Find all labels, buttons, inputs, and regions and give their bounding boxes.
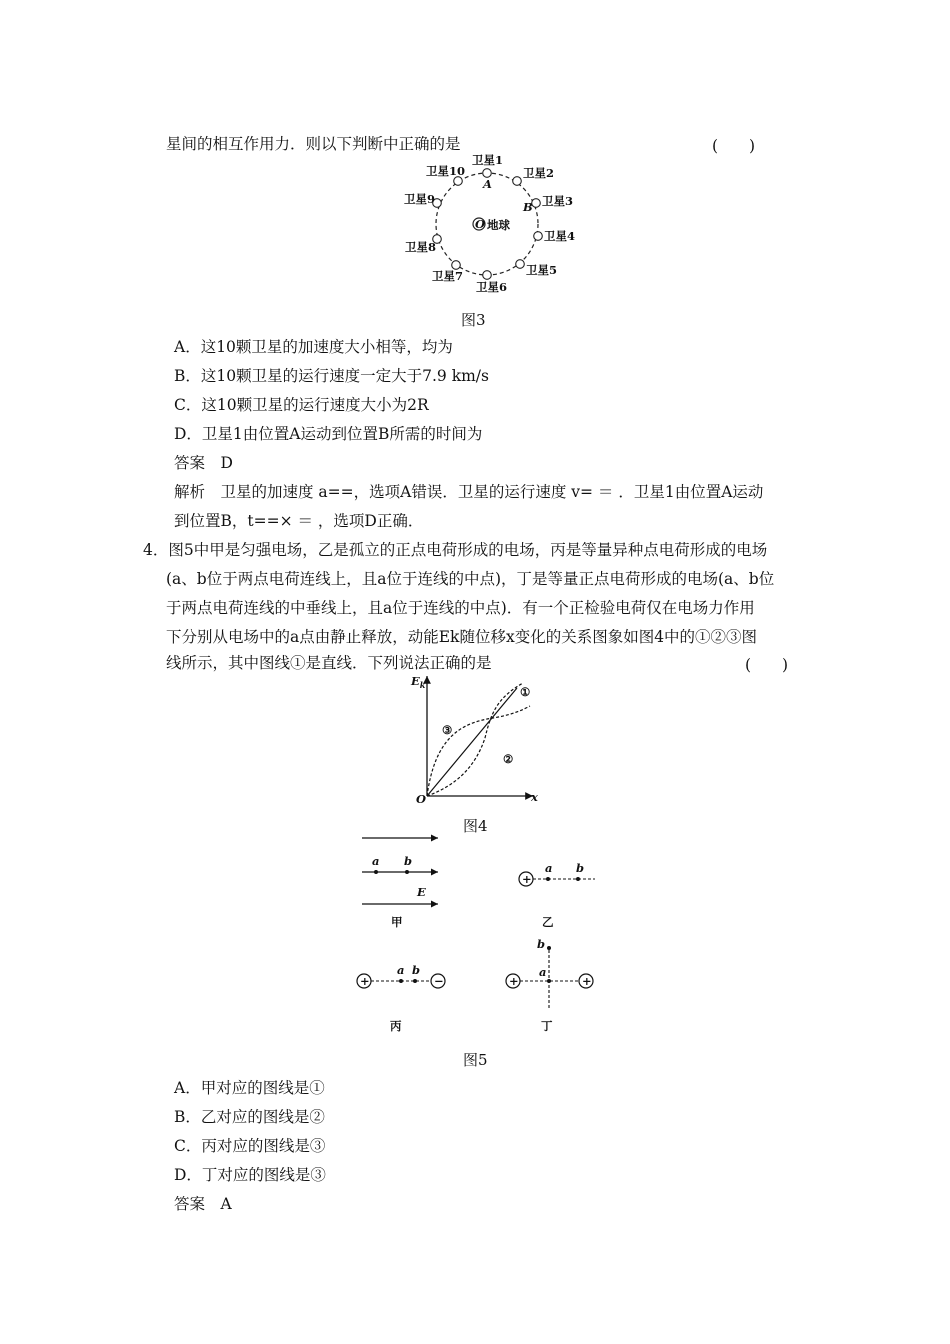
q4-option-a: A．甲对应的图线是①	[174, 1079, 325, 1097]
curve-2-label: ②	[503, 752, 514, 766]
svg-text:卫星1: 卫星1	[472, 153, 504, 167]
figure-4-ek-x-graph	[405, 668, 555, 808]
svg-text:卫星5: 卫星5	[526, 263, 558, 277]
q3-option-a: A．这10颗卫星的加速度大小相等，均为	[174, 338, 453, 356]
q4-option-c: C．丙对应的图线是③	[174, 1137, 326, 1155]
svg-text:+: +	[509, 974, 519, 988]
satellite-2	[513, 166, 554, 185]
diagram-bing-dipole	[357, 963, 445, 1033]
svg-text:+: +	[522, 872, 532, 886]
svg-text:卫星3: 卫星3	[542, 194, 574, 208]
q3-analysis-line-1: 解析 卫星的加速度 a==，选项A错误．卫星的运行速度 v= ＝ ．卫星1由位置A运动	[174, 483, 764, 501]
svg-text:卫星2: 卫星2	[523, 166, 555, 180]
origin-label: O	[416, 792, 427, 806]
svg-text:a: a	[545, 861, 553, 875]
label-yi: 乙	[542, 915, 554, 929]
q4-stem-line-1: 4．图5中甲是匀强电场，乙是孤立的正点电荷形成的电场，丙是等量异种点电荷形成的电场	[143, 541, 768, 559]
q3-option-d: D．卫星1由位置A运动到位置B所需的时间为	[174, 425, 483, 443]
earth-label: 地球	[487, 218, 510, 232]
svg-text:b: b	[537, 937, 546, 951]
svg-text:a: a	[397, 963, 405, 977]
q4-answer: 答案 A	[174, 1195, 232, 1213]
svg-text:卫星6: 卫星6	[476, 280, 508, 294]
figure-5-caption: 图5	[463, 1051, 488, 1069]
q3-option-c: C．这10颗卫星的运行速度大小为2R	[174, 396, 429, 414]
satellite-7	[432, 261, 463, 283]
q4-stem-line-2: (a、b位于两点电荷连线上，且a位于连线的中点)，丁是等量正点电荷形成的电场(a、b位	[166, 570, 775, 588]
q3-option-b: B．这10颗卫星的运行速度一定大于7.9 km/s	[174, 367, 489, 385]
satellite-3	[532, 194, 573, 208]
svg-text:a: a	[372, 854, 380, 868]
y-axis-label: $E_k$	[411, 674, 426, 690]
figure-3-satellite-diagram	[390, 150, 590, 300]
svg-text:+: +	[360, 974, 370, 988]
svg-text:+: +	[582, 974, 592, 988]
figure-4-caption: 图4	[463, 817, 488, 835]
q4-option-b: B．乙对应的图线是②	[174, 1108, 325, 1126]
label-bing: 丙	[390, 1019, 402, 1033]
curve-1-label: ①	[520, 685, 531, 699]
figure-5-field-diagrams	[350, 830, 610, 1040]
earth-center-label: O	[475, 217, 486, 231]
satellite-9	[404, 192, 441, 207]
q4-answer-bracket: ( )	[745, 656, 789, 674]
q4-stem-line-4: 下分别从电场中的a点由静止释放，动能Ek随位移x变化的关系图象如图4中的①②③图	[166, 628, 758, 646]
svg-text:卫星7: 卫星7	[432, 269, 464, 283]
svg-text:E: E	[417, 885, 426, 899]
curve-3-label: ③	[442, 723, 453, 737]
svg-text:卫星8: 卫星8	[405, 240, 437, 254]
q3-stem-tail: 星间的相互作用力．则以下判断中正确的是	[166, 135, 461, 153]
point-a-label: A	[483, 177, 492, 191]
figure-3-caption: 图3	[461, 311, 486, 329]
q3-answer-bracket: ( )	[712, 137, 756, 155]
q4-stem-line-5: 线所示，其中图线①是直线．下列说法正确的是	[166, 654, 492, 672]
q3-answer: 答案 D	[174, 454, 233, 472]
diagram-jia-uniform-field	[362, 838, 438, 929]
point-b-label: B	[523, 200, 533, 214]
q4-option-d: D．丁对应的图线是③	[174, 1166, 326, 1184]
x-axis-label: x	[531, 790, 538, 804]
svg-text:a: a	[539, 965, 547, 979]
curve-3-line	[427, 706, 530, 796]
curve-1-line	[427, 688, 517, 796]
svg-text:−: −	[434, 974, 444, 988]
label-jia: 甲	[391, 915, 403, 929]
svg-text:卫星4: 卫星4	[544, 229, 576, 243]
svg-text:卫星10: 卫星10	[426, 164, 466, 178]
q4-stem-line-3: 于两点电荷连线的中垂线上，且a位于连线的中点)．有一个正检验电荷仅在电场力作用	[166, 599, 755, 617]
q3-analysis-line-2: 到位置B，t==× ＝ ，选项D正确．	[174, 512, 424, 530]
label-ding: 丁	[541, 1019, 553, 1033]
diagram-ding-equal-positive	[506, 937, 593, 1033]
satellite-4	[534, 229, 575, 243]
satellite-1	[472, 153, 503, 177]
svg-text:卫星9: 卫星9	[404, 192, 436, 206]
svg-text:b: b	[404, 854, 413, 868]
satellite-10	[426, 164, 465, 185]
satellite-5	[516, 260, 557, 277]
diagram-yi-point-charge	[519, 861, 595, 929]
satellite-8	[405, 235, 441, 254]
svg-text:b: b	[576, 861, 585, 875]
svg-text:b: b	[412, 963, 421, 977]
